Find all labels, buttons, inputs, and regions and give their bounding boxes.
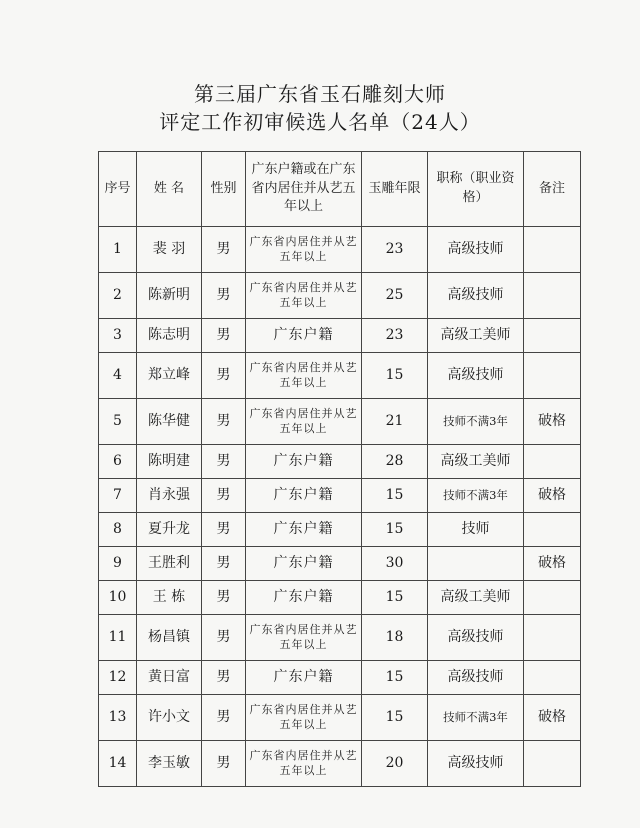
cell-title: 高级技师 [428, 273, 524, 319]
cell-note [524, 445, 581, 479]
cell-years: 15 [362, 695, 428, 741]
cell-note [524, 319, 581, 353]
table-row [99, 445, 581, 479]
cell-gender: 男 [202, 547, 246, 581]
table-row [99, 513, 581, 547]
cell-gender: 男 [202, 581, 246, 615]
cell-years: 30 [362, 547, 428, 581]
cell-title: 高级技师 [428, 615, 524, 661]
cell-gender: 男 [202, 353, 246, 399]
header-years: 玉雕年限 [362, 152, 428, 227]
cell-title: 高级工美师 [428, 319, 524, 353]
cell-name: 黄日富 [137, 661, 202, 695]
table-row [99, 695, 581, 741]
document-title-line2: 评定工作初审候选人名单（24人） [159, 110, 481, 134]
cell-seq: 7 [99, 479, 137, 513]
candidate-table [98, 151, 581, 787]
table-row [99, 547, 581, 581]
cell-gender: 男 [202, 741, 246, 787]
cell-gender: 男 [202, 479, 246, 513]
cell-name: 王胜利 [137, 547, 202, 581]
header-name: 姓 名 [137, 152, 202, 227]
cell-name: 陈华健 [137, 399, 202, 445]
header-residence: 广东户籍或在广东省内居住并从艺五年以上 [246, 152, 362, 227]
table-row [99, 273, 581, 319]
cell-gender: 男 [202, 399, 246, 445]
cell-title: 高级技师 [428, 661, 524, 695]
cell-residence: 广东户籍 [246, 319, 362, 353]
document-title-line1: 第三届广东省玉石雕刻大师 [194, 82, 446, 106]
cell-residence: 广东省内居住并从艺五年以上 [246, 273, 362, 319]
cell-years: 15 [362, 513, 428, 547]
cell-note [524, 273, 581, 319]
cell-residence: 广东省内居住并从艺五年以上 [246, 353, 362, 399]
cell-title: 高级技师 [428, 353, 524, 399]
cell-gender: 男 [202, 319, 246, 353]
cell-title: 高级技师 [428, 227, 524, 273]
cell-seq: 10 [99, 581, 137, 615]
cell-residence: 广东户籍 [246, 581, 362, 615]
cell-years: 23 [362, 319, 428, 353]
cell-years: 21 [362, 399, 428, 445]
cell-years: 20 [362, 741, 428, 787]
cell-title: 高级技师 [428, 741, 524, 787]
cell-gender: 男 [202, 615, 246, 661]
header-seq: 序号 [99, 152, 137, 227]
cell-title: 技师不满3年 [428, 479, 524, 513]
table-row [99, 741, 581, 787]
cell-gender: 男 [202, 661, 246, 695]
cell-years: 15 [362, 581, 428, 615]
cell-seq: 3 [99, 319, 137, 353]
cell-name: 王 栋 [137, 581, 202, 615]
cell-seq: 11 [99, 615, 137, 661]
cell-residence: 广东户籍 [246, 479, 362, 513]
cell-years: 25 [362, 273, 428, 319]
cell-gender: 男 [202, 695, 246, 741]
cell-title: 技师 [428, 513, 524, 547]
table-row [99, 615, 581, 661]
cell-note: 破格 [524, 547, 581, 581]
cell-years: 15 [362, 661, 428, 695]
header-title: 职称（职业资格） [428, 152, 524, 227]
cell-residence: 广东户籍 [246, 445, 362, 479]
cell-seq: 14 [99, 741, 137, 787]
cell-seq: 1 [99, 227, 137, 273]
cell-residence: 广东户籍 [246, 513, 362, 547]
cell-seq: 2 [99, 273, 137, 319]
cell-note: 破格 [524, 479, 581, 513]
cell-years: 18 [362, 615, 428, 661]
cell-note [524, 353, 581, 399]
cell-residence: 广东省内居住并从艺五年以上 [246, 741, 362, 787]
cell-note [524, 661, 581, 695]
cell-name: 许小文 [137, 695, 202, 741]
cell-title: 高级工美师 [428, 581, 524, 615]
cell-name: 陈志明 [137, 319, 202, 353]
cell-seq: 8 [99, 513, 137, 547]
cell-title: 技师不满3年 [428, 695, 524, 741]
cell-seq: 5 [99, 399, 137, 445]
cell-note [524, 513, 581, 547]
table-header-row [99, 152, 581, 227]
cell-residence: 广东户籍 [246, 547, 362, 581]
table-row [99, 353, 581, 399]
table-row [99, 227, 581, 273]
cell-note [524, 227, 581, 273]
table-row [99, 581, 581, 615]
cell-note [524, 615, 581, 661]
cell-title: 高级工美师 [428, 445, 524, 479]
cell-note: 破格 [524, 399, 581, 445]
cell-name: 陈明建 [137, 445, 202, 479]
cell-note [524, 581, 581, 615]
cell-seq: 6 [99, 445, 137, 479]
header-note: 备注 [524, 152, 581, 227]
cell-residence: 广东省内居住并从艺五年以上 [246, 615, 362, 661]
cell-residence: 广东省内居住并从艺五年以上 [246, 227, 362, 273]
cell-name: 裴 羽 [137, 227, 202, 273]
cell-residence: 广东户籍 [246, 661, 362, 695]
cell-gender: 男 [202, 445, 246, 479]
cell-gender: 男 [202, 273, 246, 319]
cell-years: 15 [362, 353, 428, 399]
cell-gender: 男 [202, 227, 246, 273]
table-row [99, 479, 581, 513]
cell-seq: 9 [99, 547, 137, 581]
table-row [99, 661, 581, 695]
table-row [99, 399, 581, 445]
cell-note [524, 741, 581, 787]
table-row [99, 319, 581, 353]
cell-seq: 12 [99, 661, 137, 695]
cell-note: 破格 [524, 695, 581, 741]
cell-name: 李玉敏 [137, 741, 202, 787]
cell-seq: 13 [99, 695, 137, 741]
cell-gender: 男 [202, 513, 246, 547]
cell-name: 肖永强 [137, 479, 202, 513]
cell-name: 夏升龙 [137, 513, 202, 547]
cell-seq: 4 [99, 353, 137, 399]
header-gender: 性别 [202, 152, 246, 227]
cell-years: 23 [362, 227, 428, 273]
cell-name: 郑立峰 [137, 353, 202, 399]
cell-residence: 广东省内居住并从艺五年以上 [246, 695, 362, 741]
cell-years: 15 [362, 479, 428, 513]
cell-title: 技师不满3年 [428, 399, 524, 445]
cell-years: 28 [362, 445, 428, 479]
cell-name: 陈新明 [137, 273, 202, 319]
cell-residence: 广东省内居住并从艺五年以上 [246, 399, 362, 445]
cell-title [428, 547, 524, 581]
cell-name: 杨昌镇 [137, 615, 202, 661]
